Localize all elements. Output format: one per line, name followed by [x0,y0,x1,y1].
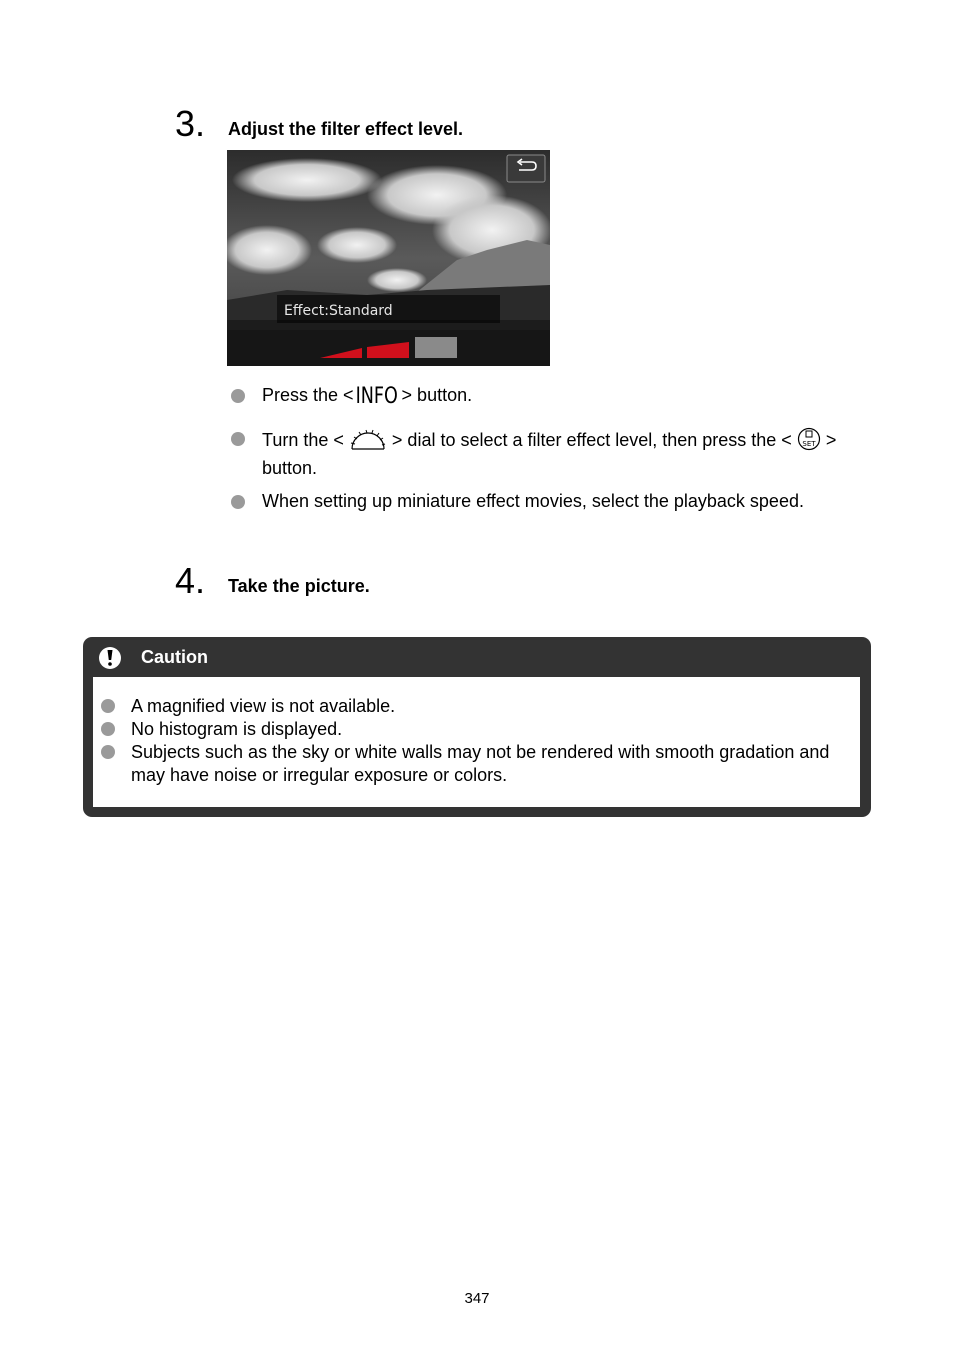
caution-body [93,677,860,807]
caution-text: Subjects such as the sky or white walls may not be rendered with smooth gradation and may have noise or irregular exposure or colors. [131,742,830,785]
svg-text:INFO: INFO [355,384,398,406]
caution-list [100,695,850,787]
step-number-3: 3. [175,103,206,144]
camera-screen-image [227,150,550,366]
caution-item [100,741,850,787]
caution-text: No histogram is displayed. [131,719,343,739]
level-bar-3 [415,337,457,358]
bullet-dot [101,745,115,759]
instruction-item [230,490,880,513]
set-button-icon [797,427,821,457]
instruction-text: Press the < [262,385,354,405]
info-button-icon [354,384,402,412]
bullet-dot [101,722,115,736]
step-title-4: Take the picture. [228,576,370,596]
bullet-dot [101,699,115,713]
bullet-dot [231,432,245,446]
bullet-dot [231,389,245,403]
instruction-list [230,384,880,513]
caution-title: Caution [141,647,208,667]
effect-label: Effect:Standard [284,303,393,319]
step-title-3: Adjust the filter effect level. [228,119,464,139]
instruction-item [230,384,880,412]
landscape-photo [227,150,550,366]
instruction-text: When setting up miniature effect movies, select the playback speed. [262,491,804,511]
instruction-text: > button. [262,430,837,478]
instruction-item [230,427,880,480]
step-number-4: 4. [175,560,206,601]
caution-item [100,695,850,718]
caution-item [100,718,850,741]
return-arrow-icon[interactable] [507,155,545,182]
caution-header [83,637,871,677]
main-dial-icon [349,429,387,457]
caution-box [83,637,871,817]
instruction-text: Turn the < [262,430,344,450]
instruction-text: > dial to select a filter effect level, then press the < [391,430,792,450]
svg-text:SET: SET [802,440,816,448]
instruction-text: > button. [401,385,473,405]
bullet-dot [231,495,245,509]
exclamation-icon [98,646,122,675]
caution-text: A magnified view is not available. [131,696,396,716]
page-number: 347 [464,1290,490,1307]
